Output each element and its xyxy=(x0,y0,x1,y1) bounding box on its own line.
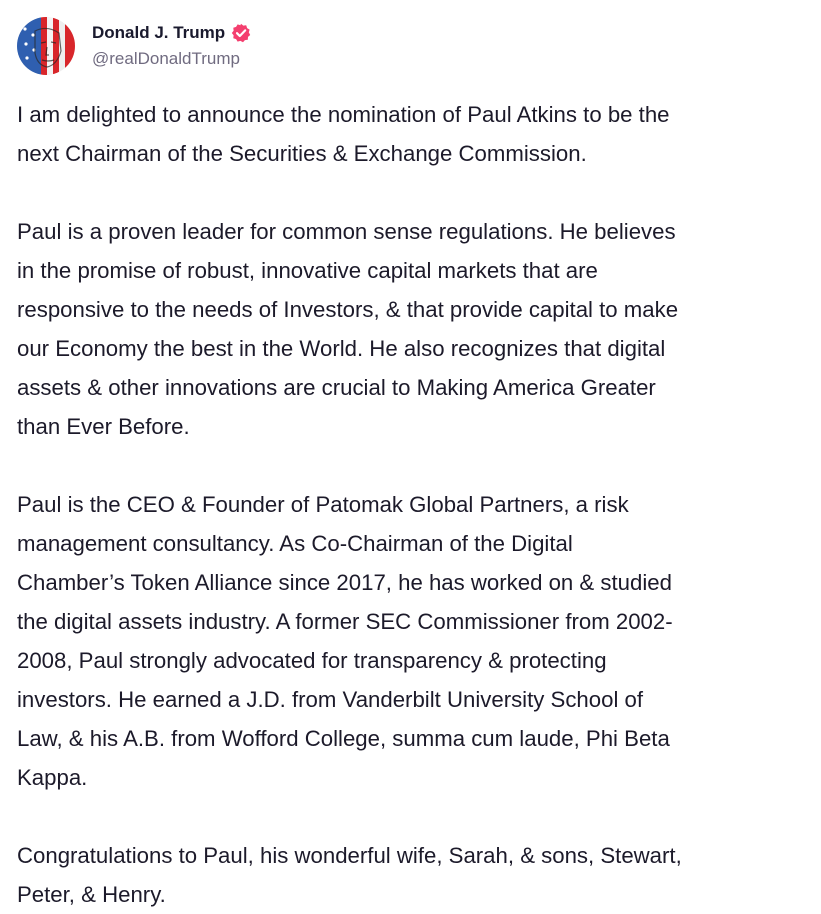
text-line: assets & other innovations are crucial to Making America Greater xyxy=(17,375,656,400)
verified-badge-icon xyxy=(231,23,251,43)
text-line: Kappa. xyxy=(17,765,88,790)
paragraph-4 xyxy=(17,836,821,914)
text-line: next Chairman of the Securities & Exchange Commission. xyxy=(17,141,587,166)
text-line: our Economy the best in the World. He also recognizes that digital xyxy=(17,336,666,361)
name-row xyxy=(92,23,251,43)
text-line: responsive to the needs of Investors, & that provide capital to make xyxy=(17,297,679,322)
post-body xyxy=(17,95,821,914)
paragraph-3 xyxy=(17,485,821,797)
text-line: than Ever Before. xyxy=(17,414,190,439)
text-line: 2008, Paul strongly advocated for transparency & protecting xyxy=(17,648,607,673)
display-name[interactable]: Donald J. Trump xyxy=(92,23,226,42)
avatar[interactable] xyxy=(17,17,75,75)
text-line: Chamber’s Token Alliance since 2017, he has worked on & studied xyxy=(17,570,672,595)
post-header xyxy=(17,14,821,78)
text-line: the digital assets industry. A former SEC Commissioner from 2002- xyxy=(17,609,673,634)
paragraph-1 xyxy=(17,95,821,173)
text-line: Congratulations to Paul, his wonderful wife, Sarah, & sons, Stewart, xyxy=(17,843,682,868)
text-line: Paul is the CEO & Founder of Patomak Global Partners, a risk xyxy=(17,492,629,517)
paragraph-2 xyxy=(17,212,821,446)
author-info xyxy=(92,23,251,69)
text-line: investors. He earned a J.D. from Vanderbilt University School of xyxy=(17,687,644,712)
text-line: Paul is a proven leader for common sense regulations. He believes xyxy=(17,219,676,244)
text-line: in the promise of robust, innovative capital markets that are xyxy=(17,258,598,283)
text-line: Law, & his A.B. from Wofford College, summa cum laude, Phi Beta xyxy=(17,726,670,751)
handle[interactable]: @realDonaldTrump xyxy=(92,49,240,68)
text-line: management consultancy. As Co-Chairman of the Digital xyxy=(17,531,573,556)
text-line: I am delighted to announce the nomination of Paul Atkins to be the xyxy=(17,102,670,127)
avatar-flag-portrait-icon xyxy=(17,17,75,75)
text-line: Peter, & Henry. xyxy=(17,882,166,907)
